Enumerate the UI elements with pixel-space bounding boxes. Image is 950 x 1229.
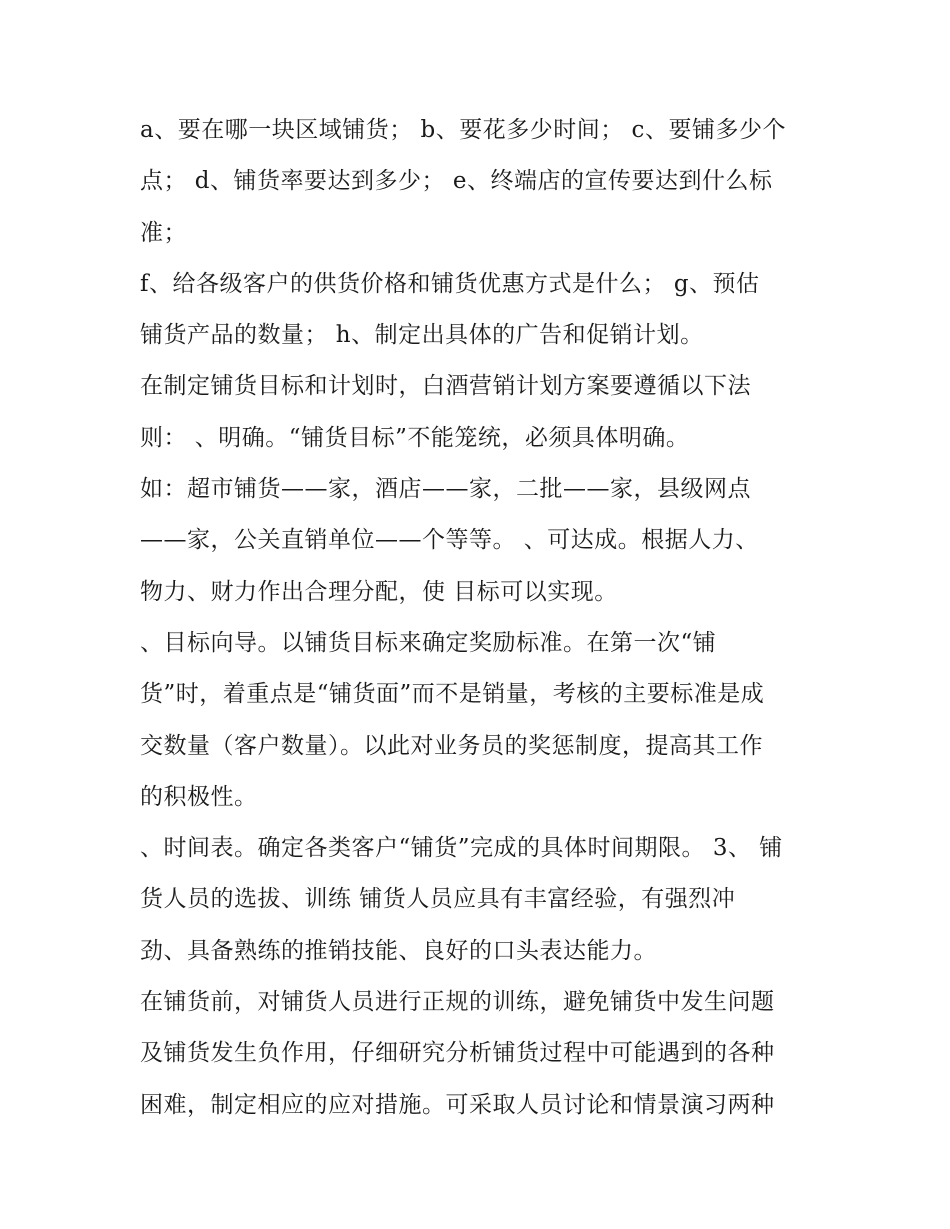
text-line: 困难，制定相应的应对措施。可采取人员讨论和情景演习两种: [140, 1091, 775, 1118]
text-line: 货”时，着重点是“铺货面”而不是销量，考核的主要标准是成: [140, 681, 765, 708]
text-line: 物力、财力作出合理分配，使 目标可以实现。: [140, 578, 618, 605]
text-line: ——家，公关直销单位——个等等。 、可达成。根据人力、: [140, 527, 759, 554]
text-line: 、目标向导。以铺货目标来确定奖励标准。在第一次“铺: [140, 629, 717, 656]
text-line: 、时间表。确定各类客户“铺货”完成的具体时间期限。 3、 铺: [140, 835, 783, 862]
text-line: 点； d、铺货率要达到多少； e、终端店的宣传要达到什么标: [140, 168, 773, 195]
text-line: f、给各级客户的供货价格和铺货优惠方式是什么； g、预估: [140, 270, 760, 297]
text-line: 劲、具备熟练的推销技能、良好的口头表达能力。: [140, 937, 657, 964]
text-line: 如：超市铺货——家，酒店——家，二批——家，县级网点: [140, 476, 751, 503]
text-line: 铺货产品的数量； h、制定出具体的广告和促销计划。: [140, 322, 704, 349]
text-line: 在铺货前，对铺货人员进行正规的训练，避免铺货中发生问题: [140, 989, 775, 1016]
document-page: [140, 108, 820, 1134]
text-line: 准；: [140, 219, 187, 246]
text-line: 货人员的选拔、训练 铺货人员应具有丰富经验，有强烈冲: [140, 886, 736, 913]
text-line: 在制定铺货目标和计划时，白酒营销计划方案要遵循以下法: [140, 373, 751, 400]
text-line: 则： 、明确。“铺货目标”不能笼统，必须具体明确。: [140, 424, 690, 451]
text-line: 及铺货发生负作用，仔细研究分析铺货过程中可能遇到的各种: [140, 1040, 775, 1067]
text-line: 交数量（客户数量）。以此对业务员的奖惩制度，提高其工作: [140, 732, 763, 759]
text-line: a、要在哪一块区域铺货； b、要花多少时间； c、要铺多少个: [140, 117, 786, 143]
text-line: 的积极性。: [140, 783, 258, 810]
